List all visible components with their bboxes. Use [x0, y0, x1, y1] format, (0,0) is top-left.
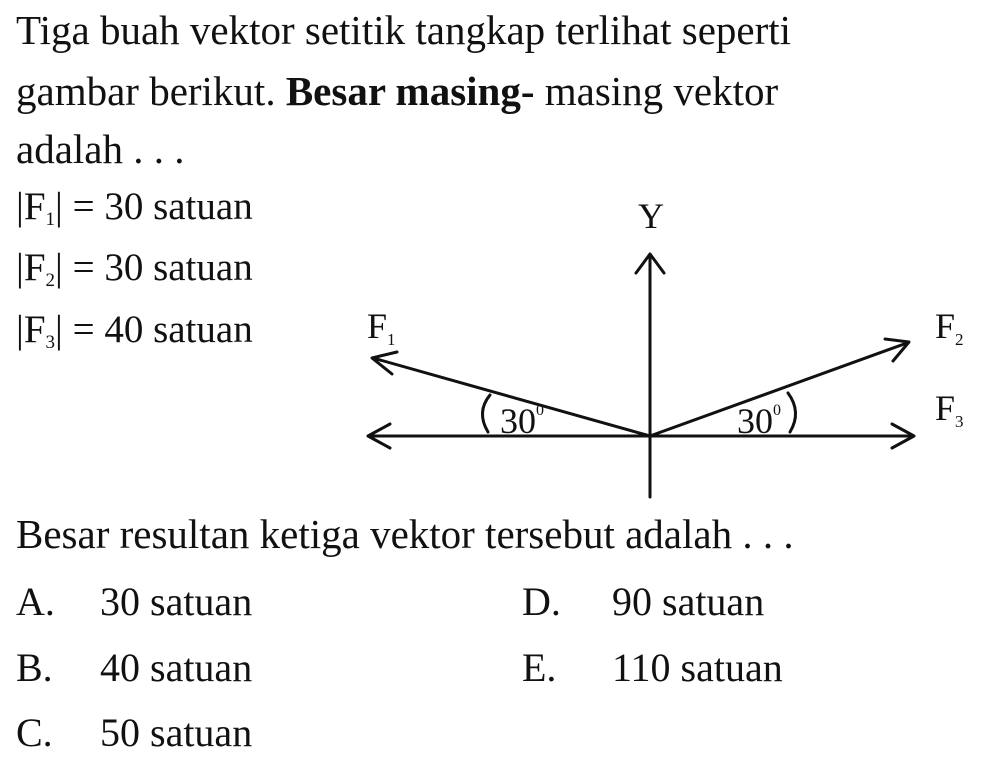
option-b-letter[interactable]: B.: [16, 645, 53, 690]
f2-vector-line: [650, 343, 907, 436]
question-line-2-start: gambar berikut.: [16, 68, 276, 114]
option-b-text[interactable]: 40 satuan: [100, 645, 253, 690]
option-a-text[interactable]: 30 satuan: [100, 579, 253, 624]
option-c-letter[interactable]: C.: [16, 710, 53, 755]
prompt-text: Besar resultan ketiga vektor tersebut adalah . . .: [16, 511, 794, 557]
question-line-1: Tiga buah vektor setitik tangkap terlihat seperti: [16, 7, 792, 53]
question-line-3: adalah . . .: [16, 126, 185, 172]
option-d-text[interactable]: 90 satuan: [612, 579, 765, 624]
f1-label: F1: [367, 306, 396, 349]
magnitude-f3: $|F_3| = 40$ satuan: [16, 308, 253, 353]
option-e-text[interactable]: 110 satuan: [612, 645, 783, 690]
magnitude-f1: $|F_1| = 30$ satuan: [16, 185, 253, 230]
y-axis-label: Y: [638, 196, 664, 236]
angle-left-label: $30^0$: [500, 401, 544, 441]
f3-label: F3: [935, 388, 964, 431]
option-a-letter[interactable]: A.: [16, 579, 55, 624]
option-e-letter[interactable]: E.: [522, 645, 557, 690]
question-line-2-end: masing vektor: [544, 68, 779, 114]
magnitude-f2: $|F_2| = 30$ satuan: [16, 246, 253, 291]
option-d-letter[interactable]: D.: [522, 579, 561, 624]
f2-label: F2: [935, 306, 964, 349]
option-c-text[interactable]: 50 satuan: [100, 710, 253, 755]
angle-right-label: $30^0$: [737, 401, 781, 441]
question-line-2-bold: Besar masing-: [285, 68, 535, 114]
angle-arc-left: [482, 395, 490, 432]
angle-arc-right: [788, 393, 796, 432]
